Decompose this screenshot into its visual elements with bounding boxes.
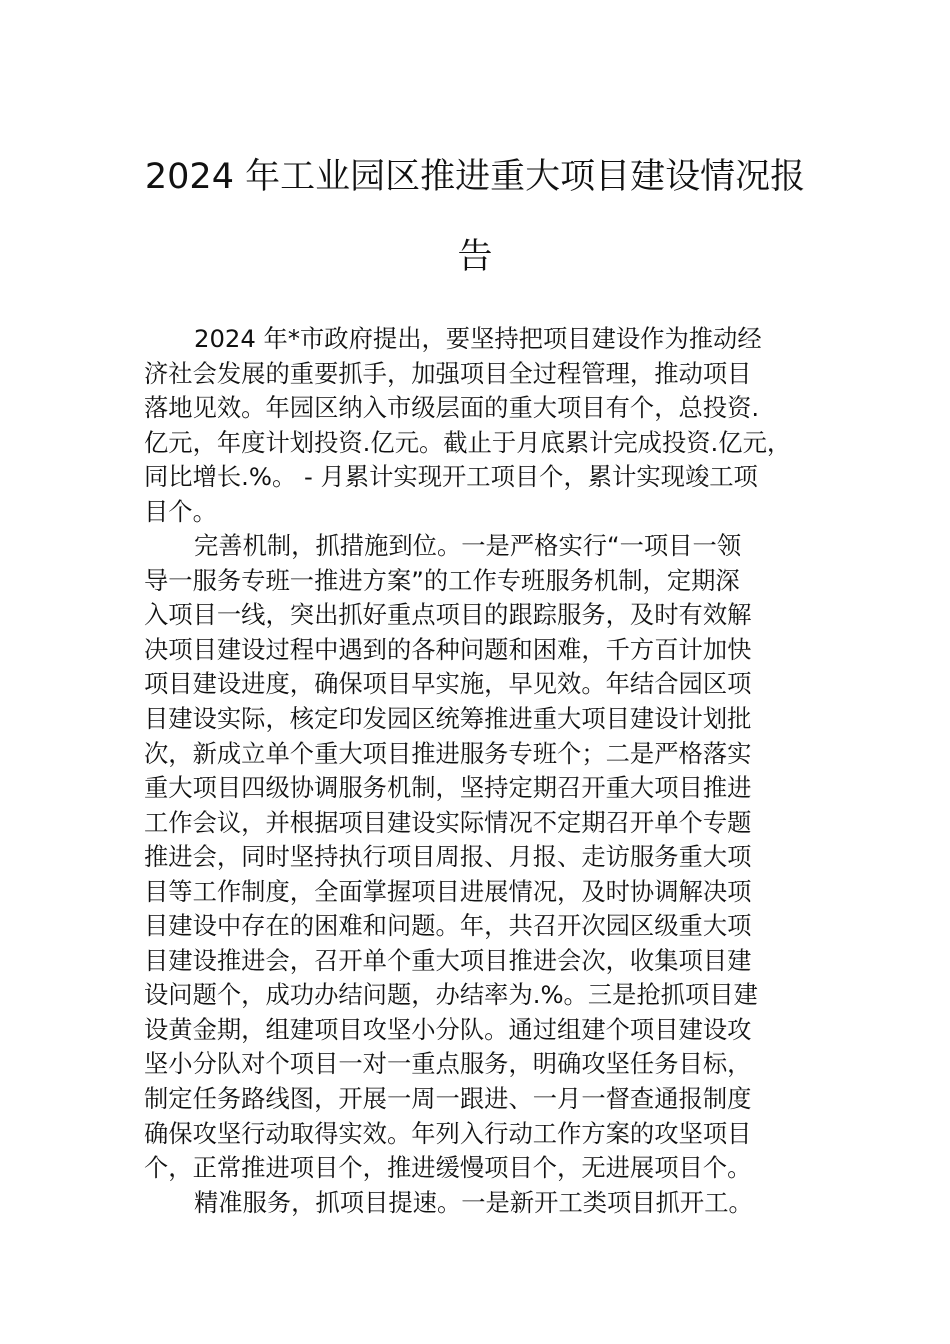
- text-line: 设问题个，成功办结问题，办结率为.%。三是抢抓项目建: [144, 980, 758, 1010]
- text-line: 重大项目四级协调服务机制，坚持定期召开重大项目推进: [144, 773, 752, 803]
- text-line: 目建设实际，核定印发园区统筹推进重大项目建设计划批: [144, 704, 752, 734]
- text-line: 入项目一线，突出抓好重点项目的跟踪服务，及时有效解: [144, 600, 752, 630]
- text-line: 推进会，同时坚持执行项目周报、月报、走访服务重大项: [144, 842, 752, 872]
- text-line: 工作会议，并根据项目建设实际情况不定期召开单个专题: [144, 807, 752, 837]
- document-body: [144, 322, 819, 1220]
- text-line: 目建设推进会，召开单个重大项目推进会次，收集项目建: [144, 945, 752, 975]
- text-line: 导一服务专班一推进方案”的工作专班服务机制，定期深: [144, 565, 740, 595]
- text-line: 目等工作制度，全面掌握项目进展情况，及时协调解决项: [144, 876, 752, 906]
- paragraph-1: [144, 322, 819, 529]
- document-title: [0, 157, 950, 277]
- text-line: 制定任务路线图，开展一周一跟进、一月一督查通报制度: [144, 1084, 752, 1114]
- text-line: 落地见效。年园区纳入市级层面的重大项目有个，总投资.: [144, 393, 760, 423]
- paragraph-3: [144, 1186, 819, 1221]
- title-line-2: 告: [457, 237, 493, 277]
- text-line: 亿元，年度计划投资.亿元。截止于月底累计完成投资.亿元，: [144, 427, 792, 457]
- title-line-1: 2024 年工业园区推进重大项目建设情况报: [144, 157, 806, 197]
- paragraph-2: [144, 529, 819, 1185]
- text-line: 决项目建设过程中遇到的各种问题和困难，千方百计加快: [144, 634, 752, 664]
- text-line: 项目建设进度，确保项目早实施，早见效。年结合园区项: [144, 669, 752, 699]
- text-line: 次，新成立单个重大项目推进服务专班个；二是严格落实: [144, 738, 752, 768]
- text-line: 坚小分队对个项目一对一重点服务，明确攻坚任务目标，: [144, 1049, 752, 1079]
- text-line: 同比增长.%。 - 月累计实现开工项目个，累计实现竣工项: [144, 462, 758, 492]
- text-line: 目个。: [144, 496, 217, 526]
- text-line: 完善机制，抓措施到位。一是严格实行“一项目一领: [194, 531, 742, 561]
- text-line: 2024 年*市政府提出，要坚持把项目建设作为推动经: [194, 324, 762, 353]
- text-line: 个，正常推进项目个，推进缓慢项目个，无进展项目个。: [144, 1153, 752, 1183]
- text-line: 确保攻坚行动取得实效。年列入行动工作方案的攻坚项目: [144, 1118, 752, 1148]
- text-line: 目建设中存在的困难和问题。年，共召开次园区级重大项: [144, 911, 752, 941]
- text-line: 设黄金期，组建项目攻坚小分队。通过组建个项目建设攻: [144, 1014, 752, 1044]
- text-line: 精准服务，抓项目提速。一是新开工类项目抓开工。: [194, 1187, 753, 1217]
- text-line: 济社会发展的重要抓手，加强项目全过程管理，推动项目: [144, 358, 752, 388]
